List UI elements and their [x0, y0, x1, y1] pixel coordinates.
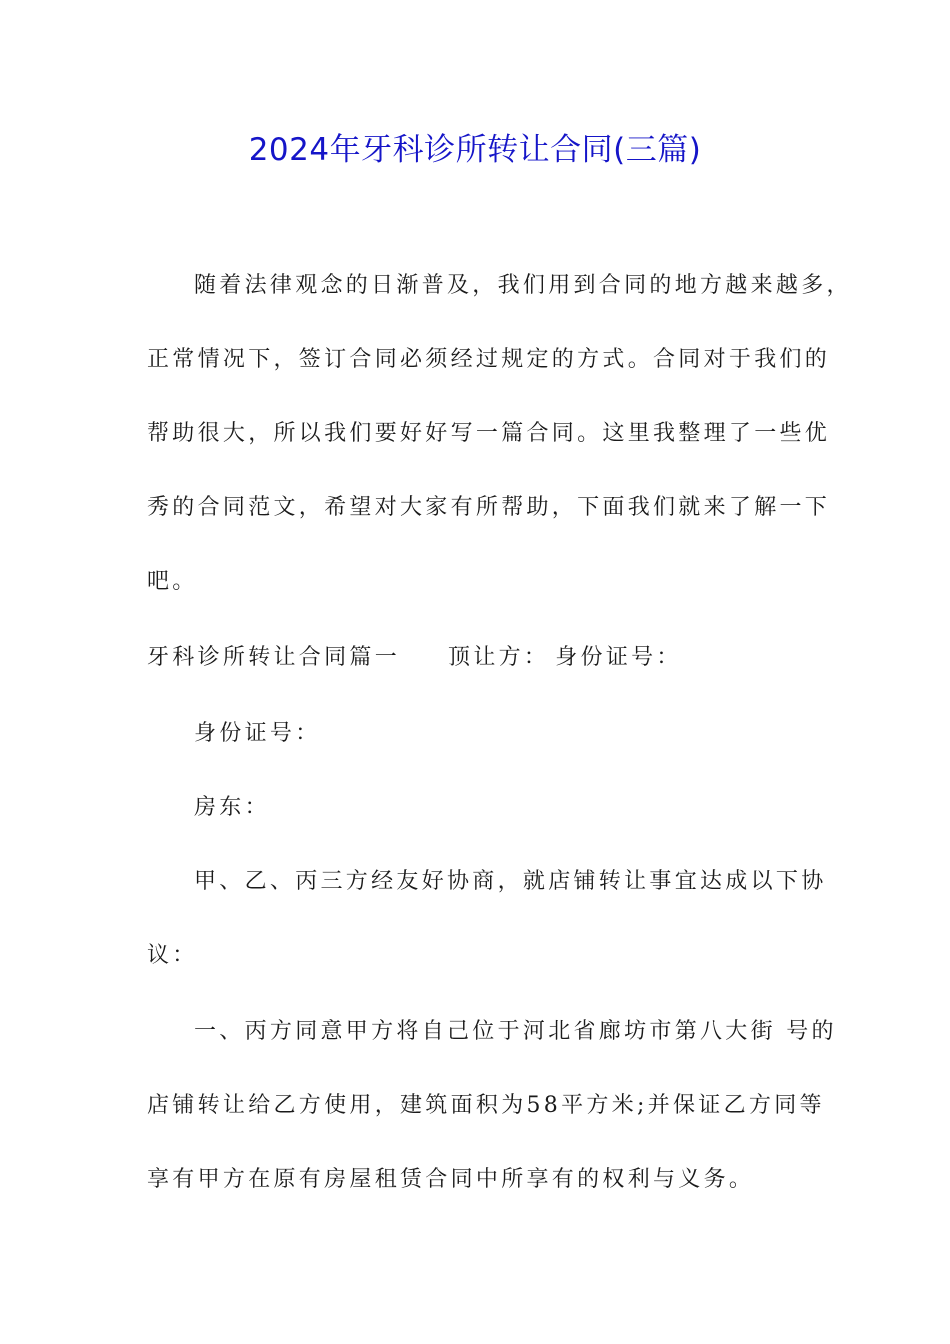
document-title: 2024年牙科诊所转让合同(三篇) — [248, 132, 702, 168]
agreement-line-2: 议： — [147, 943, 198, 968]
intro-line-4: 秀的合同范文，希望对大家有所帮助，下面我们就来了解一下 — [147, 495, 831, 520]
section-heading: 牙科诊所转让合同篇一 — [147, 645, 401, 670]
intro-line-5: 吧。 — [147, 569, 198, 594]
section-heading-line — [147, 640, 682, 676]
intro-line-2: 正常情况下，签订合同必须经过规定的方式。合同对于我们的 — [147, 347, 831, 372]
clause-one-line-1: 一、丙方同意甲方将自己位于河北省廊坊市第八大街 号的 — [194, 1019, 837, 1044]
id-label-1: 身份证号： — [555, 645, 682, 670]
intro-line-1: 随着法律观念的日渐普及，我们用到合同的地方越来越多， — [194, 273, 852, 298]
transferor-label: 顶让方： — [448, 645, 550, 670]
id-label-2: 身份证号： — [194, 721, 321, 746]
clause-one-line-2: 店铺转让给乙方使用，建筑面积为58平方米;并保证乙方同等 — [147, 1093, 825, 1118]
agreement-line-1: 甲、乙、丙三方经友好协商，就店铺转让事宜达成以下协 — [194, 869, 827, 894]
clause-one-line-3: 享有甲方在原有房屋租赁合同中所享有的权利与义务。 — [147, 1167, 755, 1192]
landlord-label: 房东： — [194, 795, 270, 820]
intro-line-3: 帮助很大，所以我们要好好写一篇合同。这里我整理了一些优 — [147, 421, 831, 446]
